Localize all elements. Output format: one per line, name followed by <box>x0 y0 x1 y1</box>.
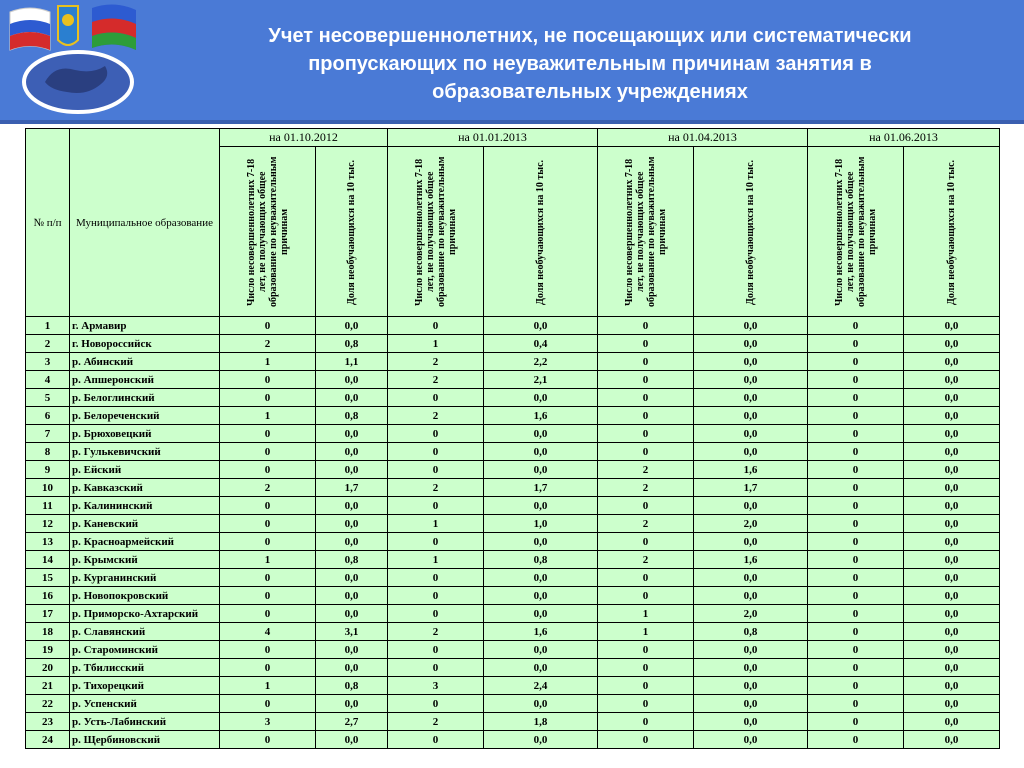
table-row <box>26 371 1000 389</box>
share-cell: 0,0 <box>904 713 1000 731</box>
share-cell: 0,0 <box>694 677 808 695</box>
count-cell: 0 <box>220 641 316 659</box>
row-number: 21 <box>26 677 70 695</box>
count-cell: 0 <box>220 317 316 335</box>
share-cell: 0,0 <box>904 623 1000 641</box>
header-period-4: на 01.06.2013 <box>808 129 1000 147</box>
count-cell: 2 <box>388 371 484 389</box>
subheader-count: Число несовершеннолетних 7-18 лет, не получающих общее образование по неуважительным причинам <box>808 147 904 317</box>
row-number: 17 <box>26 605 70 623</box>
share-cell: 0,0 <box>316 569 388 587</box>
municipality-name: р. Каневский <box>70 515 220 533</box>
table-row <box>26 515 1000 533</box>
share-cell: 0,0 <box>484 695 598 713</box>
share-cell: 2,7 <box>316 713 388 731</box>
share-cell: 0,0 <box>904 659 1000 677</box>
table-row <box>26 731 1000 749</box>
count-cell: 0 <box>220 425 316 443</box>
count-cell: 3 <box>220 713 316 731</box>
share-cell: 1,6 <box>694 551 808 569</box>
municipality-name: р. Апшеронский <box>70 371 220 389</box>
count-cell: 0 <box>388 731 484 749</box>
share-cell: 0,0 <box>904 335 1000 353</box>
share-cell: 0,0 <box>904 317 1000 335</box>
share-cell: 0,4 <box>484 335 598 353</box>
share-cell: 0,0 <box>316 461 388 479</box>
krasnodar-emblem-icon <box>0 0 160 116</box>
share-cell: 0,0 <box>316 533 388 551</box>
share-cell: 1,6 <box>484 407 598 425</box>
share-cell: 0,0 <box>694 731 808 749</box>
row-number: 23 <box>26 713 70 731</box>
count-cell: 0 <box>598 371 694 389</box>
share-cell: 0,8 <box>484 551 598 569</box>
municipality-name: р. Щербиновский <box>70 731 220 749</box>
count-cell: 0 <box>808 407 904 425</box>
count-cell: 0 <box>808 731 904 749</box>
count-cell: 0 <box>388 569 484 587</box>
count-cell: 1 <box>388 515 484 533</box>
table-row <box>26 551 1000 569</box>
share-cell: 0,0 <box>694 317 808 335</box>
share-cell: 0,0 <box>904 641 1000 659</box>
share-cell: 0,0 <box>316 641 388 659</box>
count-cell: 0 <box>808 353 904 371</box>
share-cell: 0,0 <box>694 371 808 389</box>
count-cell: 0 <box>808 497 904 515</box>
row-number: 20 <box>26 659 70 677</box>
count-cell: 0 <box>388 533 484 551</box>
header-number: № п/п <box>26 129 70 317</box>
municipality-name: р. Кавказский <box>70 479 220 497</box>
count-cell: 0 <box>220 389 316 407</box>
share-cell: 0,8 <box>316 407 388 425</box>
share-cell: 0,0 <box>316 389 388 407</box>
row-number: 5 <box>26 389 70 407</box>
row-number: 10 <box>26 479 70 497</box>
row-number: 4 <box>26 371 70 389</box>
share-cell: 0,8 <box>316 551 388 569</box>
count-cell: 0 <box>220 515 316 533</box>
share-cell: 0,0 <box>694 335 808 353</box>
row-number: 1 <box>26 317 70 335</box>
header-period-2: на 01.01.2013 <box>388 129 598 147</box>
row-number: 8 <box>26 443 70 461</box>
count-cell: 0 <box>388 587 484 605</box>
table-row <box>26 569 1000 587</box>
count-cell: 0 <box>808 551 904 569</box>
share-cell: 0,0 <box>484 569 598 587</box>
share-cell: 2,0 <box>694 515 808 533</box>
share-cell: 0,0 <box>484 389 598 407</box>
table-row <box>26 695 1000 713</box>
table-row <box>26 479 1000 497</box>
count-cell: 0 <box>808 659 904 677</box>
count-cell: 0 <box>598 425 694 443</box>
count-cell: 2 <box>388 407 484 425</box>
count-cell: 0 <box>598 659 694 677</box>
count-cell: 0 <box>220 497 316 515</box>
count-cell: 0 <box>808 317 904 335</box>
row-number: 11 <box>26 497 70 515</box>
municipality-name: р. Новопокровский <box>70 587 220 605</box>
count-cell: 0 <box>808 569 904 587</box>
row-number: 3 <box>26 353 70 371</box>
share-cell: 0,0 <box>484 317 598 335</box>
count-cell: 0 <box>808 515 904 533</box>
table-row <box>26 353 1000 371</box>
share-cell: 2,1 <box>484 371 598 389</box>
count-cell: 0 <box>598 677 694 695</box>
municipality-name: р. Курганинский <box>70 569 220 587</box>
count-cell: 0 <box>808 335 904 353</box>
municipality-name: р. Ейский <box>70 461 220 479</box>
share-cell: 0,0 <box>484 425 598 443</box>
count-cell: 0 <box>388 605 484 623</box>
municipality-name: р. Белоглинский <box>70 389 220 407</box>
count-cell: 0 <box>388 695 484 713</box>
count-cell: 0 <box>220 371 316 389</box>
share-cell: 0,0 <box>904 731 1000 749</box>
share-cell: 0,0 <box>484 443 598 461</box>
share-cell: 0,0 <box>316 425 388 443</box>
count-cell: 0 <box>598 641 694 659</box>
share-cell: 0,0 <box>904 443 1000 461</box>
share-cell: 1,7 <box>694 479 808 497</box>
table-row <box>26 389 1000 407</box>
count-cell: 0 <box>808 587 904 605</box>
count-cell: 2 <box>220 335 316 353</box>
count-cell: 0 <box>808 389 904 407</box>
count-cell: 0 <box>598 389 694 407</box>
count-cell: 0 <box>808 605 904 623</box>
row-number: 7 <box>26 425 70 443</box>
table-row <box>26 677 1000 695</box>
share-cell: 2,2 <box>484 353 598 371</box>
count-cell: 0 <box>808 677 904 695</box>
count-cell: 3 <box>388 677 484 695</box>
subheader-count: Число несовершеннолетних 7-18 лет, не получающих общее образование по неуважительным причинам <box>220 147 316 317</box>
count-cell: 1 <box>598 605 694 623</box>
count-cell: 2 <box>220 479 316 497</box>
municipality-name: р. Крымский <box>70 551 220 569</box>
share-cell: 0,0 <box>904 479 1000 497</box>
share-cell: 0,0 <box>904 515 1000 533</box>
share-cell: 0,0 <box>904 497 1000 515</box>
subheader-share: Доля необучающихся на 10 тыс. <box>694 147 808 317</box>
count-cell: 1 <box>220 407 316 425</box>
subheader-share: Доля необучающихся на 10 тыс. <box>316 147 388 317</box>
count-cell: 0 <box>808 479 904 497</box>
count-cell: 2 <box>388 353 484 371</box>
count-cell: 0 <box>598 353 694 371</box>
table-row <box>26 659 1000 677</box>
table-row <box>26 335 1000 353</box>
header-period-1: на 01.10.2012 <box>220 129 388 147</box>
share-cell: 0,0 <box>694 353 808 371</box>
count-cell: 0 <box>808 371 904 389</box>
share-cell: 0,0 <box>904 533 1000 551</box>
subheader-count: Число несовершеннолетних 7-18 лет, не получающих общее образование по неуважительным причинам <box>388 147 484 317</box>
count-cell: 0 <box>220 587 316 605</box>
table-row <box>26 623 1000 641</box>
share-cell: 0,0 <box>694 713 808 731</box>
row-number: 6 <box>26 407 70 425</box>
count-cell: 1 <box>388 551 484 569</box>
count-cell: 0 <box>388 659 484 677</box>
count-cell: 4 <box>220 623 316 641</box>
table-row <box>26 533 1000 551</box>
count-cell: 0 <box>808 461 904 479</box>
municipality-name: р. Приморско-Ахтарский <box>70 605 220 623</box>
share-cell: 0,0 <box>316 695 388 713</box>
table-row <box>26 407 1000 425</box>
table-row <box>26 713 1000 731</box>
municipality-name: р. Тбилисский <box>70 659 220 677</box>
subheader-share: Доля необучающихся на 10 тыс. <box>904 147 1000 317</box>
row-number: 16 <box>26 587 70 605</box>
share-cell: 0,0 <box>904 371 1000 389</box>
count-cell: 0 <box>598 731 694 749</box>
row-number: 22 <box>26 695 70 713</box>
count-cell: 2 <box>388 479 484 497</box>
data-table <box>25 128 1000 749</box>
share-cell: 1,1 <box>316 353 388 371</box>
count-cell: 1 <box>220 677 316 695</box>
count-cell: 2 <box>598 551 694 569</box>
share-cell: 2,4 <box>484 677 598 695</box>
share-cell: 0,0 <box>484 461 598 479</box>
count-cell: 0 <box>808 695 904 713</box>
count-cell: 0 <box>808 641 904 659</box>
count-cell: 0 <box>388 425 484 443</box>
row-number: 24 <box>26 731 70 749</box>
share-cell: 0,0 <box>316 371 388 389</box>
count-cell: 0 <box>220 659 316 677</box>
count-cell: 0 <box>598 587 694 605</box>
share-cell: 0,0 <box>904 569 1000 587</box>
count-cell: 0 <box>388 389 484 407</box>
share-cell: 0,0 <box>484 497 598 515</box>
row-number: 15 <box>26 569 70 587</box>
title-line-1: Учет несовершеннолетних, не посещающих или систематически <box>268 25 912 47</box>
share-cell: 1,7 <box>316 479 388 497</box>
row-number: 19 <box>26 641 70 659</box>
share-cell: 0,0 <box>484 533 598 551</box>
share-cell: 0,0 <box>694 695 808 713</box>
share-cell: 0,0 <box>904 353 1000 371</box>
count-cell: 0 <box>808 533 904 551</box>
count-cell: 0 <box>220 695 316 713</box>
row-number: 9 <box>26 461 70 479</box>
count-cell: 0 <box>598 407 694 425</box>
count-cell: 2 <box>598 515 694 533</box>
row-number: 14 <box>26 551 70 569</box>
share-cell: 1,6 <box>694 461 808 479</box>
share-cell: 0,0 <box>484 587 598 605</box>
count-cell: 0 <box>220 461 316 479</box>
table-row <box>26 461 1000 479</box>
count-cell: 0 <box>808 713 904 731</box>
share-cell: 0,0 <box>484 731 598 749</box>
count-cell: 0 <box>598 335 694 353</box>
share-cell: 0,0 <box>694 641 808 659</box>
count-cell: 0 <box>598 443 694 461</box>
share-cell: 0,0 <box>316 605 388 623</box>
row-number: 12 <box>26 515 70 533</box>
share-cell: 3,1 <box>316 623 388 641</box>
count-cell: 0 <box>388 497 484 515</box>
table-row <box>26 317 1000 335</box>
page-title <box>200 22 980 106</box>
share-cell: 0,0 <box>316 515 388 533</box>
share-cell: 0,0 <box>316 443 388 461</box>
count-cell: 1 <box>220 551 316 569</box>
banner-divider <box>0 120 1024 124</box>
count-cell: 0 <box>598 533 694 551</box>
count-cell: 0 <box>598 317 694 335</box>
municipality-name: р. Тихорецкий <box>70 677 220 695</box>
share-cell: 0,0 <box>316 317 388 335</box>
share-cell: 0,0 <box>904 461 1000 479</box>
share-cell: 0,0 <box>904 677 1000 695</box>
count-cell: 0 <box>598 695 694 713</box>
municipality-name: р. Белореченский <box>70 407 220 425</box>
table-row <box>26 425 1000 443</box>
subheader-count: Число несовершеннолетних 7-18 лет, не получающих общее образование по неуважительным причинам <box>598 147 694 317</box>
count-cell: 2 <box>388 713 484 731</box>
count-cell: 1 <box>220 353 316 371</box>
table-row <box>26 605 1000 623</box>
header-period-3: на 01.04.2013 <box>598 129 808 147</box>
share-cell: 0,0 <box>484 605 598 623</box>
share-cell: 1,7 <box>484 479 598 497</box>
count-cell: 0 <box>598 569 694 587</box>
share-cell: 0,0 <box>316 659 388 677</box>
share-cell: 0,0 <box>694 425 808 443</box>
municipality-name: р. Гулькевичский <box>70 443 220 461</box>
table-row <box>26 443 1000 461</box>
count-cell: 0 <box>220 533 316 551</box>
count-cell: 1 <box>598 623 694 641</box>
count-cell: 0 <box>220 443 316 461</box>
share-cell: 0,8 <box>694 623 808 641</box>
count-cell: 0 <box>220 731 316 749</box>
share-cell: 0,0 <box>694 533 808 551</box>
share-cell: 0,0 <box>694 497 808 515</box>
municipality-name: г. Новороссийск <box>70 335 220 353</box>
share-cell: 0,0 <box>694 407 808 425</box>
table-row <box>26 641 1000 659</box>
share-cell: 0,0 <box>904 389 1000 407</box>
row-number: 18 <box>26 623 70 641</box>
share-cell: 0,0 <box>694 569 808 587</box>
share-cell: 1,0 <box>484 515 598 533</box>
share-cell: 0,0 <box>484 641 598 659</box>
count-cell: 0 <box>598 713 694 731</box>
share-cell: 0,8 <box>316 335 388 353</box>
share-cell: 0,0 <box>904 407 1000 425</box>
share-cell: 0,0 <box>316 731 388 749</box>
share-cell: 0,0 <box>904 551 1000 569</box>
municipality-name: р. Славянский <box>70 623 220 641</box>
row-number: 2 <box>26 335 70 353</box>
municipality-name: р. Калининский <box>70 497 220 515</box>
count-cell: 2 <box>388 623 484 641</box>
table-row <box>26 497 1000 515</box>
share-cell: 1,6 <box>484 623 598 641</box>
count-cell: 2 <box>598 461 694 479</box>
share-cell: 0,0 <box>316 497 388 515</box>
municipality-name: р. Староминский <box>70 641 220 659</box>
count-cell: 0 <box>388 461 484 479</box>
share-cell: 0,0 <box>694 443 808 461</box>
share-cell: 0,8 <box>316 677 388 695</box>
title-line-2: пропускающих по неуважительным причинам занятия в <box>308 53 872 75</box>
count-cell: 0 <box>388 317 484 335</box>
share-cell: 0,0 <box>694 587 808 605</box>
municipality-name: р. Красноармейский <box>70 533 220 551</box>
municipality-name: р. Брюховецкий <box>70 425 220 443</box>
row-number: 13 <box>26 533 70 551</box>
count-cell: 0 <box>220 605 316 623</box>
municipality-name: р. Абинский <box>70 353 220 371</box>
count-cell: 0 <box>388 443 484 461</box>
share-cell: 0,0 <box>904 425 1000 443</box>
share-cell: 0,0 <box>694 659 808 677</box>
share-cell: 0,0 <box>484 659 598 677</box>
share-cell: 1,8 <box>484 713 598 731</box>
share-cell: 0,0 <box>904 605 1000 623</box>
table-row <box>26 587 1000 605</box>
share-cell: 0,0 <box>694 389 808 407</box>
share-cell: 0,0 <box>904 695 1000 713</box>
count-cell: 2 <box>598 479 694 497</box>
municipality-name: г. Армавир <box>70 317 220 335</box>
subheader-share: Доля необучающихся на 10 тыс. <box>484 147 598 317</box>
count-cell: 0 <box>808 623 904 641</box>
count-cell: 0 <box>598 497 694 515</box>
count-cell: 0 <box>808 425 904 443</box>
count-cell: 0 <box>808 443 904 461</box>
header-municipality: Муниципальное образование <box>70 129 220 317</box>
share-cell: 2,0 <box>694 605 808 623</box>
municipality-name: р. Успенский <box>70 695 220 713</box>
count-cell: 1 <box>388 335 484 353</box>
share-cell: 0,0 <box>316 587 388 605</box>
share-cell: 0,0 <box>904 587 1000 605</box>
count-cell: 0 <box>388 641 484 659</box>
title-line-3: образовательных учреждениях <box>432 81 748 103</box>
municipality-name: р. Усть-Лабинский <box>70 713 220 731</box>
count-cell: 0 <box>220 569 316 587</box>
